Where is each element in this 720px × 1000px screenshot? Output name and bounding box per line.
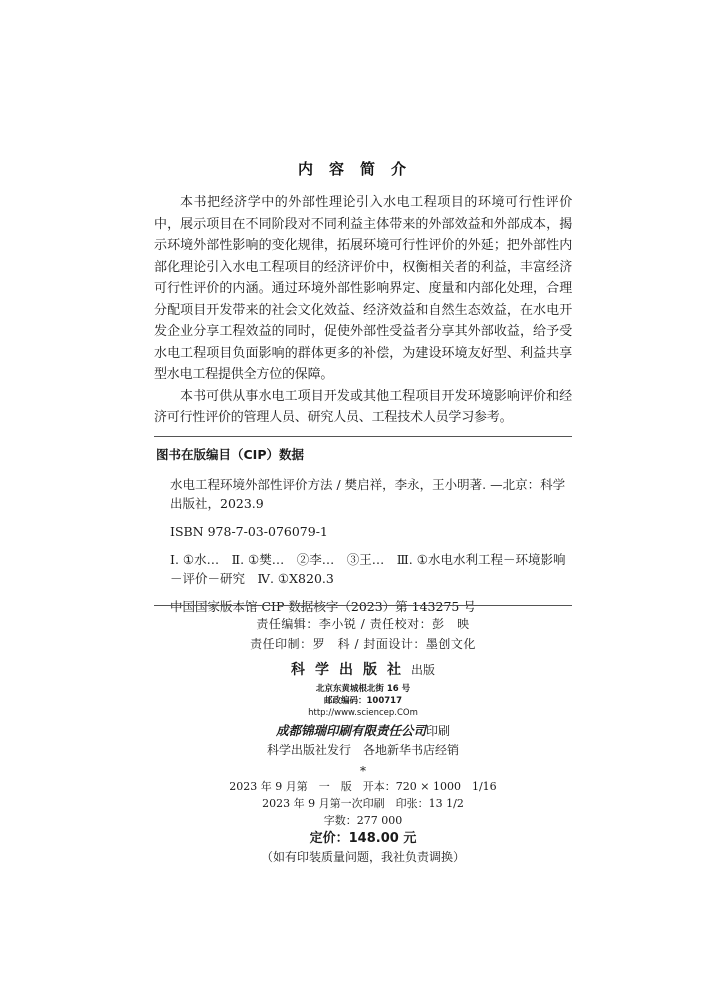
production-line: 责任印制：罗 科 / 封面设计：墨创文化: [250, 637, 476, 651]
cip-record: 水电工程环境外部性评价方法 / 樊启祥，李永，王小明著. —北京：科学出版社，2023.9: [170, 477, 566, 511]
divider-top: [154, 436, 572, 437]
printing-line: 2023 年 9 月第一次印刷 印张：13 1/2: [262, 797, 464, 810]
publisher-line: [154, 660, 572, 680]
printer-suffix: 印刷: [426, 724, 451, 738]
publisher-website: http://www.sciencep.COm: [308, 708, 418, 718]
divider-bottom: [154, 605, 572, 606]
printer-name: 成都锦瑞印刷有限责任公司: [275, 723, 426, 738]
cip-section: [154, 445, 572, 616]
intro-paragraph: 本书可供从事水电工项目开发或其他工程项目开发环境影响评价和经济可行性评价的管理人员、研究人员、工程技术人员学习参考。: [154, 388, 572, 425]
publisher-suffix: 出版: [410, 663, 435, 677]
cip-isbn: ISBN 978-7-03-076079-1: [170, 524, 328, 539]
intro-section: [154, 192, 572, 429]
cip-subjects: Ⅰ. ①水… Ⅱ. ①樊… ②李… ③王… Ⅲ. ①水电水利工程－环境影响－评价－研究 Ⅳ. ①X820.3: [170, 552, 566, 586]
separator-star: *: [360, 764, 366, 778]
cip-number: 中国国家版本馆 CIP 数据核字（2023）第 143275 号: [170, 599, 476, 614]
distribution-line: 科学出版社发行 各地新华书店经销: [266, 743, 459, 757]
publisher-postcode: 邮政编码：100717: [324, 696, 402, 706]
intro-title: 内容简介: [297, 160, 422, 178]
intro-paragraph: 本书把经济学中的外部性理论引入水电工程项目的环境可行性评价中，展示项目在不同阶段对不同利益主体带来的外部效益和外部成本，揭示环境外部性影响的变化规律，拓展环境可行性评价的外延；把外部性内部化理论引入水电工程项目的经济评价中，权衡相关者的利益，丰富经济可行性评价的内涵。通过环境外部性影响界定、度量和内部化处理，合理分配项目开发带来的社会文化效益、经济效益和自然生态效益，在水电开发企业分享工程效益的同时，促使外部性受益者分享其外部收益，给予受水电工程项目负面影响的群体更多的补偿，为建设环境友好型、利益共享型水电工程提供全方位的保障。: [154, 195, 572, 382]
editors-line: 责任编辑：李小锐 / 责任校对：彭 映: [256, 617, 470, 631]
publisher-seal: 科学出版社: [290, 662, 411, 678]
price: 定价：148.00 元: [309, 831, 417, 846]
word-count: 字数：277 000: [323, 814, 403, 827]
printer-line: [154, 721, 572, 741]
quality-notice: （如有印装质量问题，我社负责调换）: [260, 850, 465, 864]
edition-line: 2023 年 9 月第 一 版 开本：720 × 1000 1/16: [229, 780, 497, 793]
cip-heading: 图书在版编目（CIP）数据: [156, 447, 304, 462]
imprint-section: [154, 614, 572, 867]
publisher-address: 北京东黄城根北街 16 号: [315, 684, 411, 694]
